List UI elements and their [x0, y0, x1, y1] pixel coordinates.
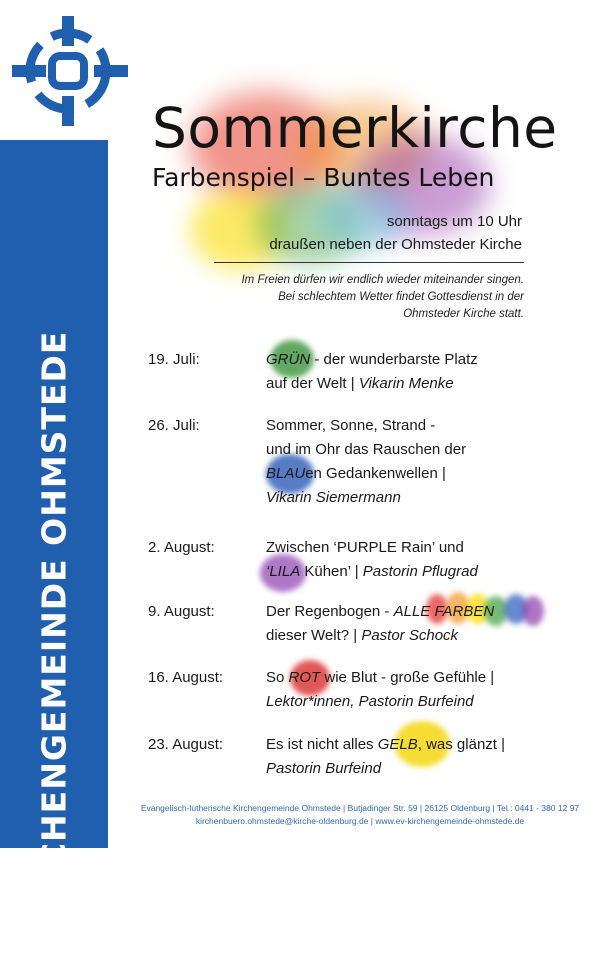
entry-description: Zwischen ‘PURPLE Rain’ und ‘LILA Kühen’ | Pastorin Pflugrad [266, 539, 478, 580]
page-subtitle: Farbenspiel – Buntes Leben [152, 163, 495, 192]
entry-date: 19. Juli: [148, 351, 200, 368]
entry-date: 16. August: [148, 669, 224, 686]
event-location: draußen neben der Ohmsteder Kirche [269, 236, 522, 253]
divider [214, 262, 524, 263]
footer-address: Evangelisch-lutherische Kirchengemeinde Ohmstede | Butjadinger Str. 59 | 26125 Oldenburg | Tel.: 0441 - 380 12 97 [140, 803, 580, 813]
footer-contact: kirchenbuero.ohmstede@kirche-oldenburg.de | www.ev-kirchengemeinde-ohmstede.de [195, 816, 525, 826]
page-title: Sommerkirche [152, 96, 558, 160]
event-time: sonntags um 10 Uhr [386, 213, 522, 230]
church-logo-icon [6, 12, 134, 130]
entry-description: Sommer, Sonne, Strand - und im Ohr das Rauschen der BLAUen Gedankenwellen | Vikarin Siemermann [266, 417, 467, 506]
footer [120, 802, 600, 828]
entry-date: 26. Juli: [148, 417, 200, 434]
sidebar-banner [0, 140, 108, 934]
entry-date: 2. August: [148, 539, 215, 556]
entry-description: GRÜN - der wunderbarste Platz auf der Welt | Vikarin Menke [266, 351, 478, 392]
entry-date: 23. August: [148, 736, 224, 753]
weather-note: Im Freien dürfen wir endlich wieder miteinander singen. Bei schlechtem Wetter findet Gottesdienst in der Ohmsteder Kirche statt. [241, 274, 524, 320]
entry-description: Es ist nicht alles GELB, was glänzt | Pastorin Burfeind [266, 736, 506, 777]
entry-description: So ROT wie Blut - große Gefühle | Lektor*innen, Pastorin Burfeind [266, 669, 495, 710]
entry-description: Der Regenbogen - ALLE FARBEN dieser Welt? | Pastor Schock [266, 603, 495, 644]
entry-date: 9. August: [148, 603, 215, 620]
organization-name: KIRCHENGEMEINDE OHMSTEDE [34, 330, 74, 934]
